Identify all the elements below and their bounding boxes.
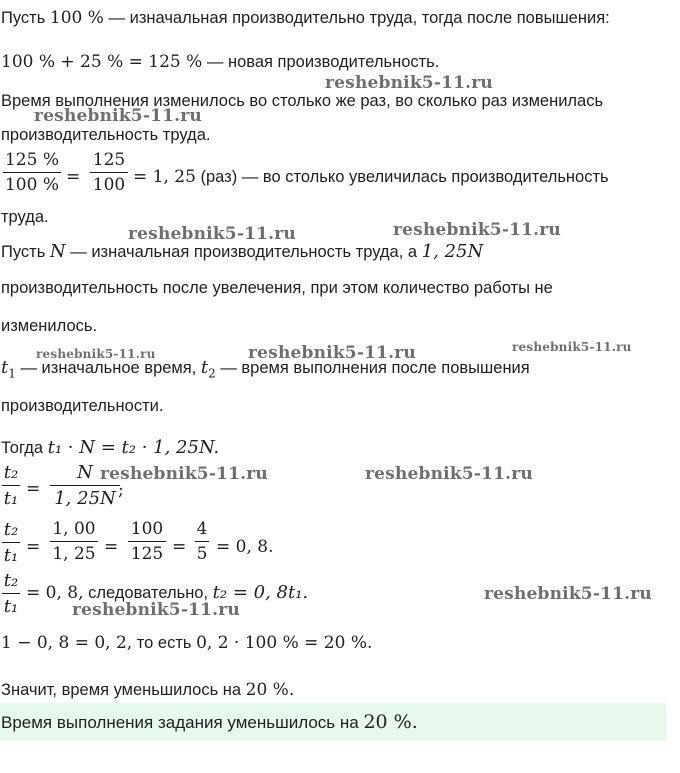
watermark: reshebnik5-11.ru [512,340,632,354]
watermark: reshebnik5-11.ru [100,464,268,484]
watermark: reshebnik5-11.ru [34,106,202,126]
fraction-125-100-percent: 125 % 100 % [4,150,59,195]
fraction-100-125: 100 125 [128,519,166,564]
fraction-125-100: 125 100 [90,150,128,195]
text-line-6: Пусть N — изначальная производительность труда, а 1, 25N [1,241,484,262]
text-line-9: $t_1$ — изначальное время, $t_2$ — время выполнения после повышения [1,357,530,381]
watermark: reshebnik5-11.ru [36,347,156,361]
answer-box [0,703,666,741]
fraction-t2-t1-b: t₂ t₁ [3,519,19,566]
text-line-8: изменилось. [1,317,98,335]
watermark: reshebnik5-11.ru [128,224,296,244]
watermark: reshebnik5-11.ru [248,343,416,363]
watermark: reshebnik5-11.ru [365,464,533,484]
result-0-8: = 0, 8. [216,537,274,557]
watermark: reshebnik5-11.ru [484,584,652,604]
equals-sign-2: = [26,479,41,499]
text-line-7: производительность после увелечения, при этом количество работы не [1,279,553,297]
fraction-t2-t1-c: t₂ t₁ [3,570,19,617]
fraction-4-5: 4 5 [196,519,208,564]
watermark: reshebnik5-11.ru [393,220,561,240]
equals-sign-5: = [172,537,187,557]
equals-sign-4: = [104,537,119,557]
fraction-t2-t1-a: t₂ t₁ [3,462,19,509]
text-line-5: труда. [1,208,49,226]
fraction-n-over-125n: N 1, 25N [50,462,120,509]
text-fraction-4-tail: = 0, 8, следовательно, t₂ = 0, 8t₁. [26,582,309,603]
text-line-13: Значит, время уменьшилось на 20 %. [1,680,295,700]
fraction-100-125-decimal: 1, 00 1, 25 [50,519,98,564]
text-line-4: производительность труда. [1,126,211,144]
text-line-1: Пусть 100 % — изначальная производительно труда, тогда после повышения: [1,8,610,28]
text-line-11: Тогда t₁ · N = t₂ · 1, 25N. [1,437,220,458]
text-line-3: Время выполнения изменилось во столько же раз, во сколько раз изменилась [1,92,604,110]
text-line-10: производительности. [1,397,164,415]
equals-sign-3: = [26,537,41,557]
answer-text: Время выполнения задания уменьшилось на 20 %. [1,711,418,733]
text-fraction-1-tail: = 1, 25 (раз) — во столько увеличилась производительность [133,167,609,187]
semicolon: ; [118,480,124,500]
text-line-2: 100 % + 25 % = 125 % — новая производительность. [1,52,440,72]
equals-sign: = [66,167,81,187]
watermark: reshebnik5-11.ru [72,600,240,620]
text-line-12: 1 − 0, 8 = 0, 2, то есть 0, 2 · 100 % = 20 %. [1,633,373,653]
watermark: reshebnik5-11.ru [325,73,493,93]
